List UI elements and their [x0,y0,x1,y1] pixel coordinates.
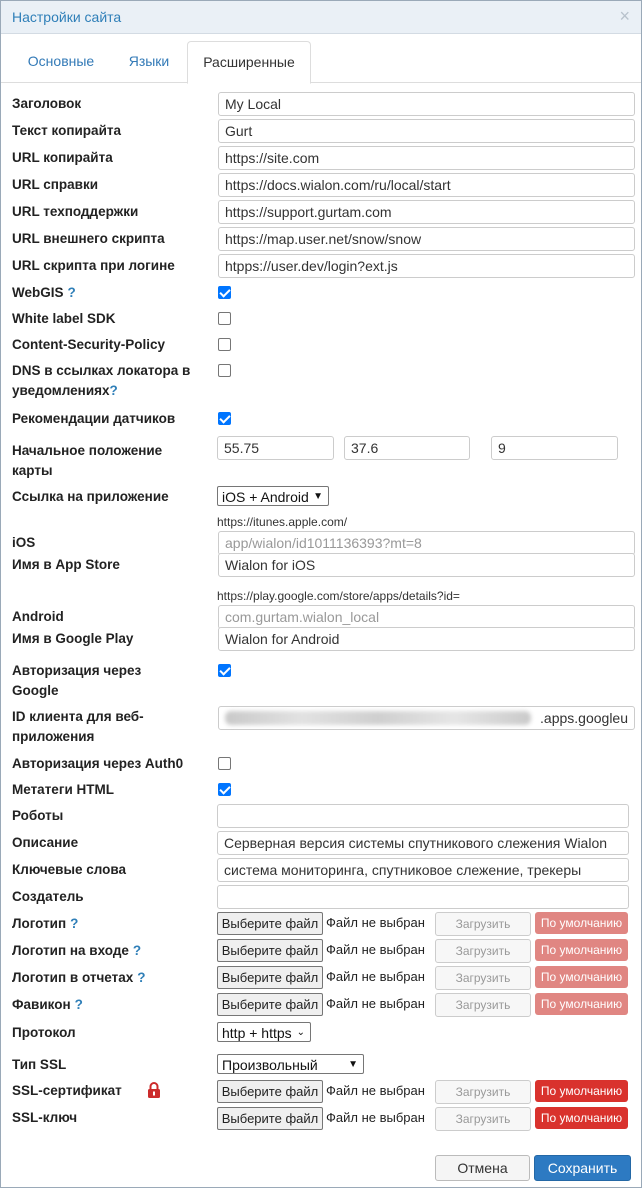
logo-file-status: Файл не выбран [326,915,425,930]
webgis-label-text: WebGIS [12,285,64,300]
login-logo-label [12,941,141,961]
google-auth-label-line2: Google [12,683,59,698]
ssl-key-file-status: Файл не выбран [326,1110,425,1125]
android-label: Android [12,609,64,624]
logo-label [12,914,78,934]
report-logo-default-button[interactable]: По умолчанию [535,966,628,988]
login-script-label: URL скрипта при логине [12,258,175,273]
author-label: Создатель [12,889,84,904]
app-store-name-input[interactable]: Wialon for iOS [218,553,635,577]
auth0-checkbox[interactable] [218,757,231,770]
dns-checkbox[interactable] [218,364,231,377]
sensor-recs-checkbox[interactable] [218,412,231,425]
map-lat-input[interactable]: 55.75 [217,436,334,460]
copyright-url-input[interactable]: https://site.com [218,146,635,170]
google-play-name-input[interactable]: Wialon for Android [218,627,635,651]
app-link-label: Ссылка на приложение [12,489,169,504]
support-url-input[interactable]: https://support.gurtam.com [218,200,635,224]
ssl-cert-choose-file-button[interactable]: Выберите файл [217,1080,323,1103]
external-script-input[interactable]: https://map.user.net/snow/snow [218,227,635,251]
help-icon[interactable]: ? [67,285,76,300]
favicon-choose-file-button[interactable]: Выберите файл [217,993,323,1016]
copyright-text-label: Текст копирайта [12,123,121,138]
dns-label-line1: DNS в ссылках локатора в [12,363,191,378]
csp-label: Content-Security-Policy [12,337,166,352]
map-position-label [12,441,162,481]
help-icon[interactable]: ? [109,383,118,398]
client-id-redacted [225,711,531,725]
logo-choose-file-button[interactable]: Выберите файл [217,912,323,935]
dns-label-line2: уведомлениях [12,383,110,398]
report-logo-choose-file-button[interactable]: Выберите файл [217,966,323,989]
save-button[interactable]: Сохранить [534,1155,631,1181]
login-logo-file-status: Файл не выбран [326,942,425,957]
protocol-select[interactable] [217,1022,311,1042]
dropdown-arrow-icon: ▼ [313,491,323,502]
login-logo-label-text: Логотип на входе [12,943,129,958]
auth0-label: Авторизация через Auth0 [12,756,184,771]
copyright-text-input[interactable]: Gurt [218,119,635,143]
help-icon[interactable]: ? [74,997,83,1012]
report-logo-upload-button[interactable]: Загрузить [435,966,531,990]
dialog-title: Настройки сайта [12,9,122,25]
favicon-file-status: Файл не выбран [326,996,425,1011]
sensor-recs-label: Рекомендации датчиков [12,411,176,426]
external-script-label: URL внешнего скрипта [12,231,165,246]
dropdown-arrow-icon: ▼ [348,1059,358,1070]
ssl-key-upload-button[interactable]: Загрузить [435,1107,531,1131]
ios-prefix-hint: https://itunes.apple.com/ [217,515,348,529]
client-id-label-line2: приложения [12,729,95,744]
android-package-input[interactable]: com.gurtam.wialon_local [218,605,635,629]
robots-label: Роботы [12,808,64,823]
protocol-label: Протокол [12,1025,76,1040]
login-logo-upload-button[interactable]: Загрузить [435,939,531,963]
description-input[interactable]: Серверная версия системы спутникового слежения Wialon [217,831,629,855]
favicon-label [12,995,83,1015]
support-url-label: URL техподдержки [12,204,139,219]
report-logo-label [12,968,146,988]
white-label-sdk-label: White label SDK [12,311,116,326]
help-icon[interactable]: ? [137,970,146,985]
title-label: Заголовок [12,96,82,111]
logo-upload-button[interactable]: Загрузить [435,912,531,936]
map-lon-input[interactable]: 37.6 [344,436,470,460]
ios-app-path-input[interactable]: app/wialon/id1011136393?mt=8 [218,531,635,555]
tab-general[interactable]: Основные [27,53,95,69]
login-logo-choose-file-button[interactable]: Выберите файл [217,939,323,962]
protocol-value: http + https [222,1025,292,1041]
dns-label [12,361,190,401]
ios-label: iOS [12,535,36,550]
client-id-label [12,707,144,747]
meta-html-checkbox[interactable] [218,783,231,796]
logo-label-text: Логотип [12,916,67,931]
ssl-cert-file-status: Файл не выбран [326,1083,425,1098]
report-logo-file-status: Файл не выбран [326,969,425,984]
close-icon[interactable]: × [619,6,630,26]
app-link-select[interactable] [217,486,329,506]
map-position-label-line2: карты [12,463,53,478]
logo-default-button[interactable]: По умолчанию [535,912,628,934]
ssl-cert-upload-button[interactable]: Загрузить [435,1080,531,1104]
google-auth-label [12,661,141,701]
ssl-type-label: Тип SSL [12,1057,67,1072]
ssl-type-select[interactable] [217,1054,364,1074]
dialog-titlebar [1,1,641,34]
description-label: Описание [12,835,79,850]
ssl-key-choose-file-button[interactable]: Выберите файл [217,1107,323,1130]
app-store-name-label: Имя в App Store [12,557,120,572]
lock-icon [147,1082,161,1098]
client-id-label-line1: ID клиента для веб- [12,709,144,724]
client-id-suffix: .apps.googleu [540,710,628,726]
keywords-label: Ключевые слова [12,862,127,877]
google-auth-label-line1: Авторизация через [12,663,142,678]
help-url-label: URL справки [12,177,99,192]
ssl-cert-default-button[interactable]: По умолчанию [535,1080,628,1102]
login-logo-default-button[interactable]: По умолчанию [535,939,628,961]
cancel-button[interactable]: Отмена [435,1155,530,1181]
map-position-label-line1: Начальное положение [12,443,163,458]
webgis-label [12,283,76,303]
app-link-value: iOS + Android [222,489,309,505]
map-zoom-input[interactable]: 9 [491,436,618,460]
help-icon[interactable]: ? [132,943,142,958]
ssl-key-label: SSL-ключ [12,1110,78,1125]
ssl-key-default-button[interactable]: По умолчанию [535,1107,628,1129]
robots-input[interactable] [217,804,629,828]
report-logo-label-text: Логотип в отчетах [12,970,134,985]
google-auth-checkbox[interactable] [218,664,231,677]
author-input[interactable] [217,885,629,909]
favicon-upload-button[interactable]: Загрузить [435,993,531,1017]
webgis-checkbox[interactable] [218,286,231,299]
white-label-sdk-checkbox[interactable] [218,312,231,325]
tab-advanced[interactable]: Расширенные [187,41,311,84]
meta-html-label: Метатеги HTML [12,782,114,797]
chevron-down-icon: ⌄ [296,1027,305,1038]
ssl-type-value: Произвольный [222,1057,318,1073]
copyright-url-label: URL копирайта [12,150,113,165]
tab-languages[interactable]: Языки [128,53,170,69]
keywords-input[interactable]: система мониторинга, спутниковое слежение, трекеры [217,858,629,882]
help-url-input[interactable]: https://docs.wialon.com/ru/local/start [218,173,635,197]
favicon-label-text: Фавикон [12,997,71,1012]
csp-checkbox[interactable] [218,338,231,351]
tab-bar [1,41,641,83]
favicon-default-button[interactable]: По умолчанию [535,993,628,1015]
ssl-cert-label: SSL-сертификат [12,1083,122,1098]
google-play-name-label: Имя в Google Play [12,631,134,646]
login-script-input[interactable]: htpps://user.dev/login?ext.js [218,254,635,278]
android-prefix-hint: https://play.google.com/store/apps/details?id= [217,589,460,603]
title-input[interactable]: My Local [218,92,635,116]
help-icon[interactable]: ? [70,916,79,931]
